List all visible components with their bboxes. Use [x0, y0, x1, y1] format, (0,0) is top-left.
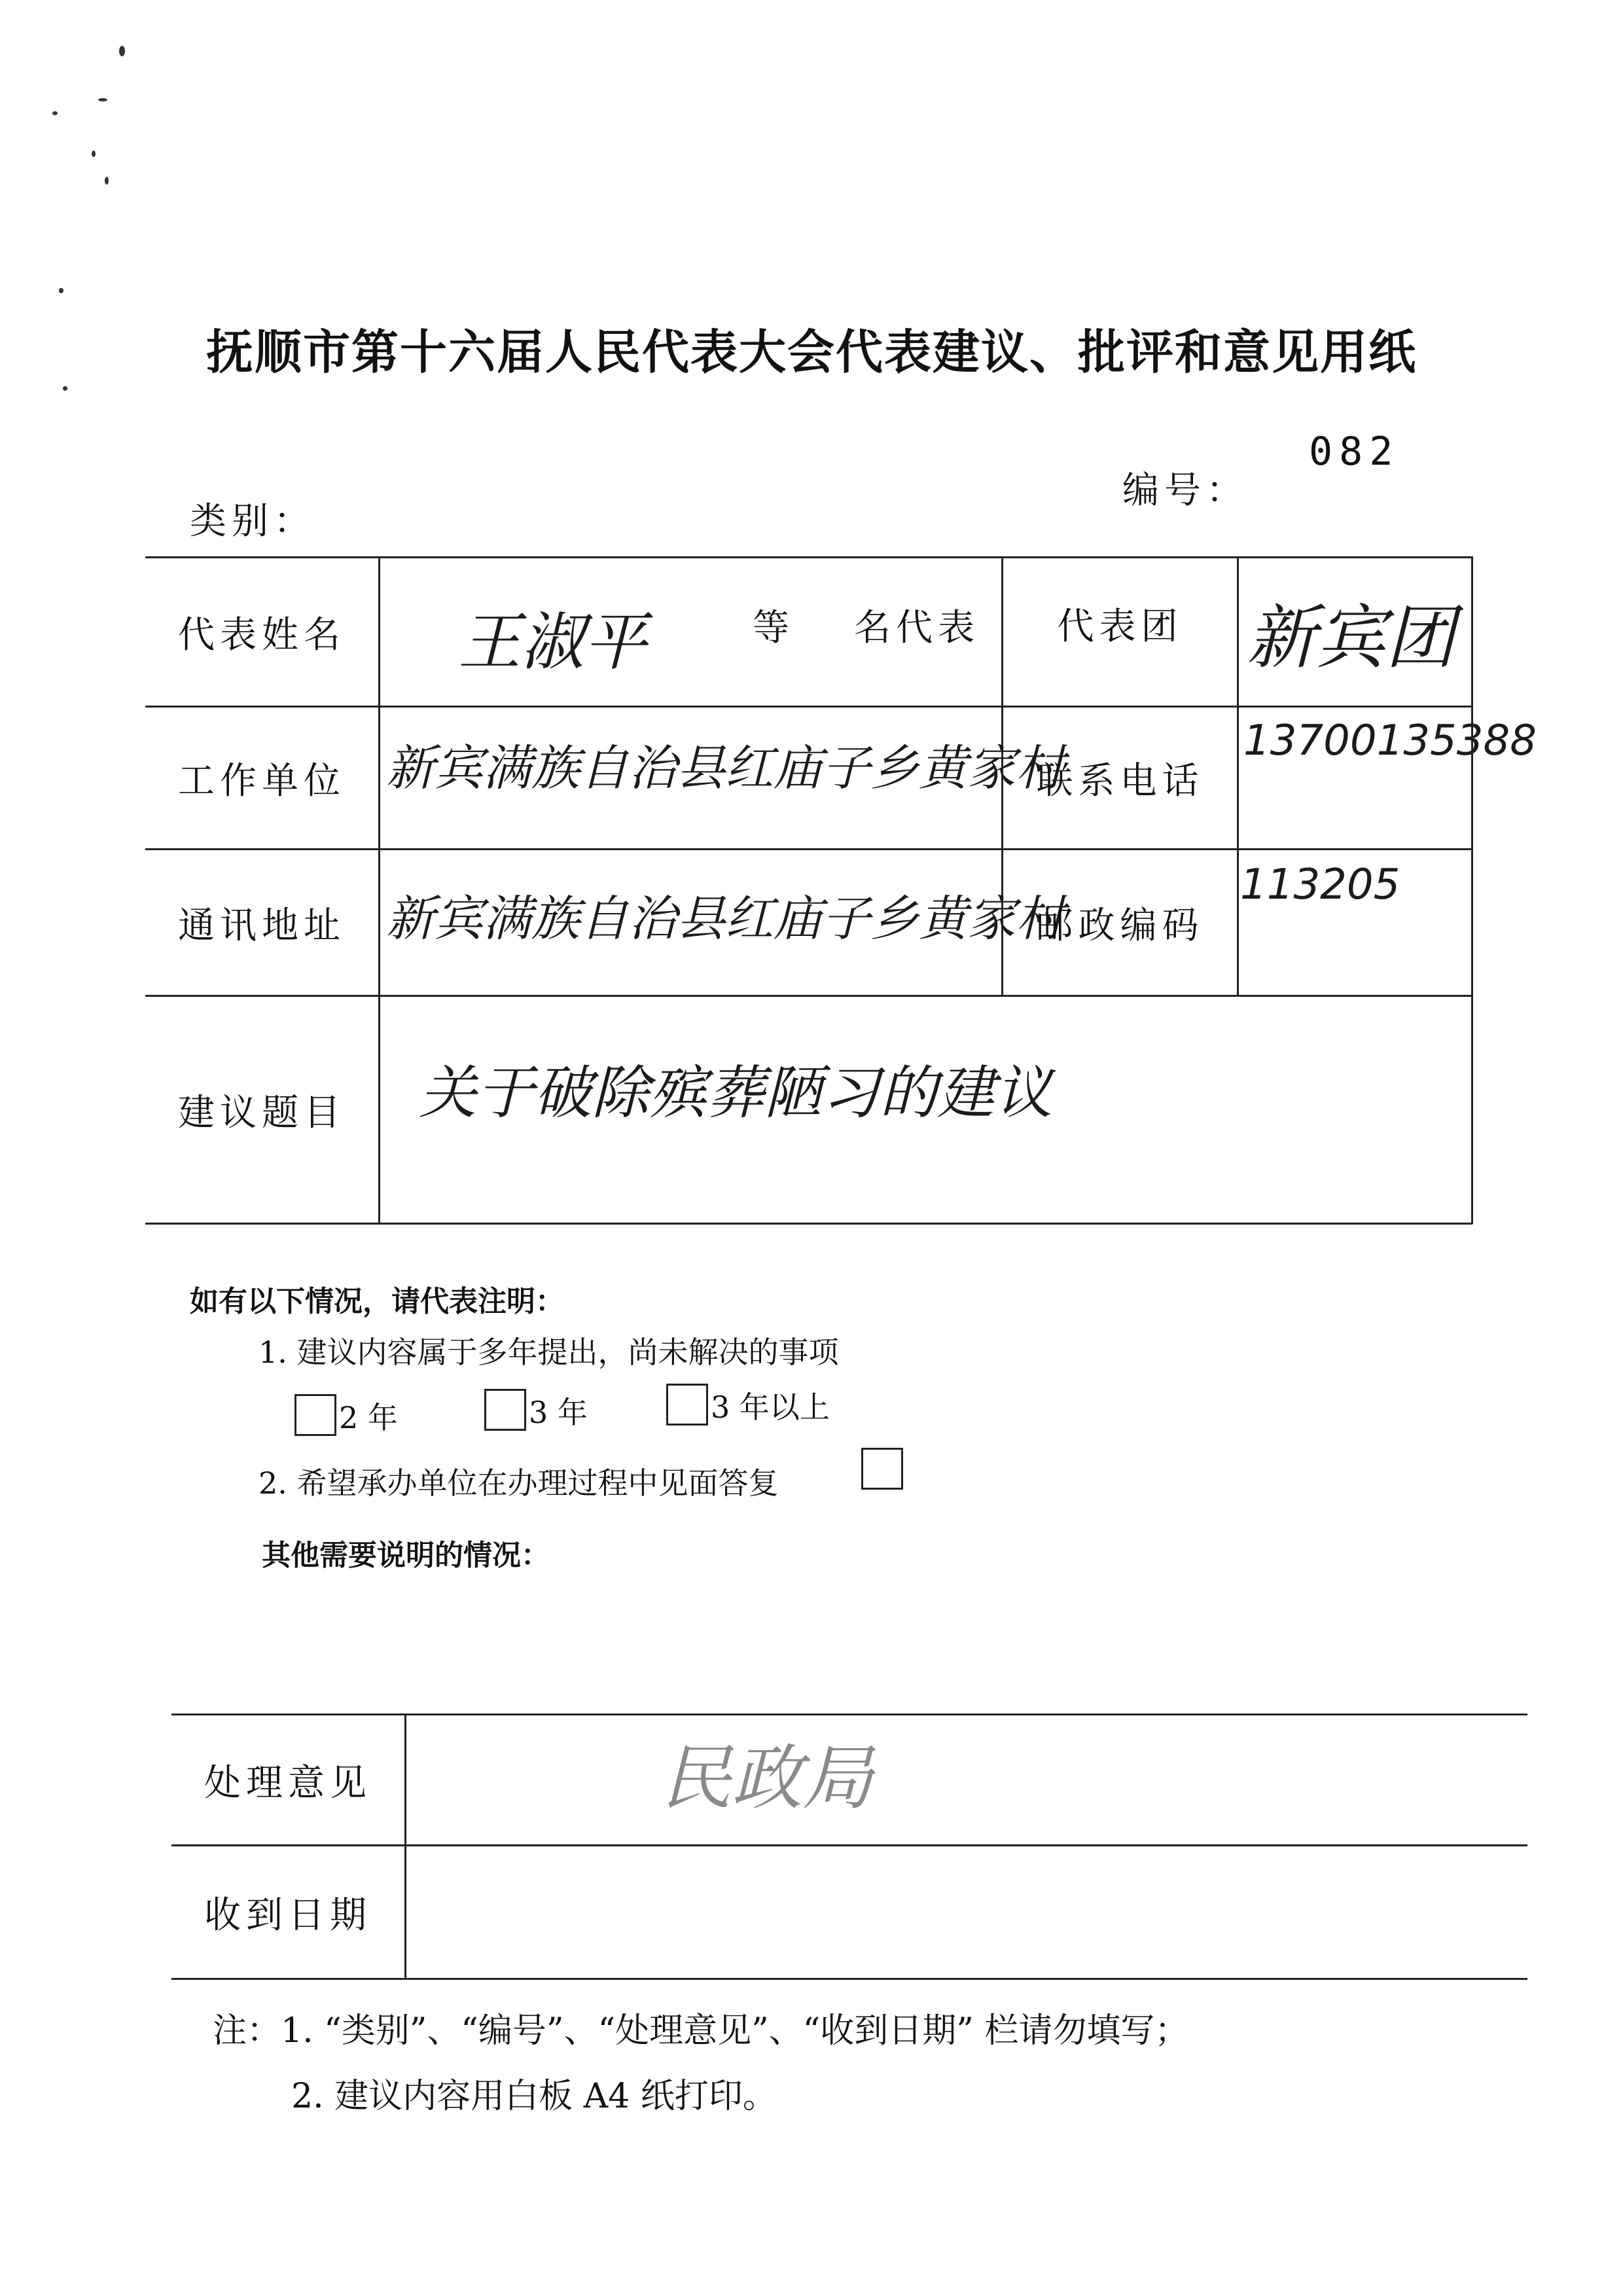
- topic-value: 关于破除殡葬陋习的建议: [419, 1059, 1053, 1126]
- phone-label: 联系电话: [1036, 759, 1204, 802]
- scan-speck: [63, 386, 67, 391]
- table-column-divider: [1237, 556, 1239, 996]
- category-label: 类别：: [190, 500, 315, 543]
- form-title: 抚顺市第十六届人民代表大会代表建议、批评和意见用纸: [205, 325, 1417, 380]
- postcode-value: 113205: [1240, 861, 1400, 909]
- work-unit-label: 工作单位: [178, 759, 346, 802]
- checkbox-2-years[interactable]: [294, 1394, 336, 1436]
- other-notes-label: 其他需要说明的情况：: [262, 1539, 550, 1572]
- address-label: 通讯地址: [178, 904, 346, 947]
- rep-name-value: 王淑平: [458, 605, 647, 679]
- topic-label: 建议题目: [178, 1091, 346, 1134]
- received-date-label: 收到日期: [204, 1893, 372, 1937]
- table-column-divider: [378, 556, 380, 1224]
- number-label: 编号：: [1122, 469, 1248, 512]
- scan-speck: [105, 177, 109, 185]
- footnote-1: 注：1. “类别”、“编号”、“处理意见”、“收到日期” 栏请勿填写；: [213, 2011, 1189, 2051]
- scan-speck: [119, 46, 125, 56]
- option-3-years-label: 3 年: [529, 1395, 588, 1430]
- address-value: 新宾满族自治县红庙子乡黄家村: [386, 891, 1064, 947]
- number-value: 082: [1309, 429, 1400, 475]
- checkbox-face-to-face-reply[interactable]: [861, 1448, 903, 1490]
- scan-speck: [52, 111, 58, 115]
- delegation-label: 代表团: [1057, 605, 1183, 648]
- checkbox-3-plus-years[interactable]: [666, 1384, 708, 1426]
- scan-speck: [98, 98, 107, 101]
- conditions-intro: 如有以下情况，请代表注明：: [190, 1285, 564, 1318]
- processing-column-divider: [404, 1713, 406, 1978]
- option-3-plus-years-label: 3 年以上: [711, 1390, 830, 1425]
- condition-item-1: 1. 建议内容属于多年提出，尚未解决的事项: [259, 1335, 839, 1370]
- work-unit-value: 新宾满族自治县红庙子乡黄家村: [386, 740, 1064, 797]
- processing-opinion-label: 处理意见: [204, 1761, 372, 1804]
- rep-suffix-text: 名代表: [854, 607, 980, 649]
- rep-count-text: 等: [753, 607, 794, 649]
- condition-item-2: 2. 希望承办单位在办理过程中见面答复: [259, 1465, 779, 1501]
- postcode-label: 邮政编码: [1036, 904, 1204, 947]
- scan-speck: [92, 151, 96, 157]
- option-2-years-label: 2 年: [339, 1400, 398, 1435]
- delegation-value: 新宾团: [1247, 598, 1455, 678]
- table-border-right: [1471, 556, 1473, 1224]
- table-border-bottom: [145, 1223, 1472, 1225]
- footnote-2: 2. 建议内容用白板 A4 纸打印。: [291, 2077, 777, 2116]
- rep-name-label: 代表姓名: [178, 613, 346, 656]
- processing-opinion-value: 民政局: [661, 1738, 874, 1820]
- phone-value: 13700135388: [1243, 717, 1537, 765]
- scan-speck: [59, 288, 63, 293]
- processing-border-bottom: [171, 1978, 1527, 1980]
- checkbox-3-years[interactable]: [484, 1389, 526, 1431]
